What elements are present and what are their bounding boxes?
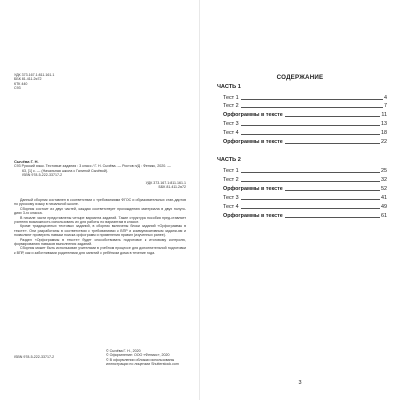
toc-entry[interactable] xyxy=(223,176,387,183)
toc-entry-page: 11 xyxy=(381,112,387,118)
toc-leader-line xyxy=(241,107,383,108)
author-name: Сычёва Г. Н. xyxy=(14,159,39,164)
toc-entry-label: Орфограммы в тексте xyxy=(223,112,283,118)
toc-entry-page: 52 xyxy=(381,186,387,192)
abstract-paragraph: Сборник состоит из двух частей, каждая соответствует прохождению материала в двух полуго-диях 3-го класса. xyxy=(14,206,186,216)
toc-entry[interactable] xyxy=(223,102,387,109)
abstract-paragraph: В начале части представлены четыре варианта заданий. Такие структура пособия пред-ставляет учителю возможность использовать их для работы по вариантам в классе. xyxy=(14,215,186,225)
toc-leader-line xyxy=(241,208,380,209)
toc-leader-line xyxy=(241,172,380,173)
index-code: ББК 81.411.2я72 xyxy=(158,185,186,190)
copyright-line: © В оформлении обложки использованы xyxy=(106,357,175,362)
copyright-block xyxy=(106,349,196,367)
toc-entry[interactable] xyxy=(223,212,387,219)
bibliographic-line: 63, [1] с. — (Начальная школа с Галиной Сычёвой). xyxy=(22,168,109,173)
toc-entry-label: Тест 3 xyxy=(223,195,239,201)
abstract-paragraph: Данный сборник составлен в соответствии с требованиями ФГОС и образовательных стан-дартов по русскому языку в начальной школе. xyxy=(14,198,186,207)
toc-entry[interactable] xyxy=(223,167,387,174)
abstract-paragraph: Сборник может быть использован учителями в учебном процессе для дополнительной подготовки к ВПР, как и заботливыми родителями для занятий с ребёнком дома в течение года. xyxy=(14,246,186,255)
toc-entry-page: 49 xyxy=(381,204,387,210)
copyright-line: иллюстрации по лицензии Shutterstock.com xyxy=(106,362,179,367)
toc-entry-label: Тест 4 xyxy=(223,130,239,136)
toc-entry[interactable] xyxy=(223,111,387,118)
toc-entry-page: 7 xyxy=(384,103,387,109)
toc-leader-line xyxy=(285,190,380,191)
bibliographic-line: С93 Русский язык. Тестовые задания : 3 класс / Г. Н. Сычёва. — Ростов н/Д : Феникс, 2020. — xyxy=(14,164,171,169)
toc-leader-line xyxy=(241,99,383,100)
toc-entry-label: Тест 2 xyxy=(223,103,239,109)
toc-part-1-heading: ЧАСТЬ 1 xyxy=(217,84,241,90)
toc-entry-page: 32 xyxy=(381,177,387,183)
isbn-bottom: ISBN 978-5-222-33717-2 xyxy=(14,355,55,359)
toc-entry[interactable] xyxy=(223,129,387,136)
toc-entry[interactable] xyxy=(223,94,387,101)
toc-entry-page: 4 xyxy=(384,95,387,101)
toc-leader-line xyxy=(241,134,380,135)
bibliographic-record xyxy=(14,160,186,189)
toc-entry-page: 13 xyxy=(381,121,387,127)
toc-entry-label: Орфограммы в тексте xyxy=(223,186,283,192)
page-number: 3 xyxy=(298,380,302,386)
toc-entry-label: Орфограммы в тексте xyxy=(223,139,283,145)
copyright-line: © Оформление: ООО «Феникс», 2020 xyxy=(106,353,170,358)
toc-leader-line xyxy=(241,125,380,126)
toc-entry-label: Тест 1 xyxy=(223,168,239,174)
toc-entry-label: Тест 3 xyxy=(223,121,239,127)
index-code: ББК 81.411.2я72 xyxy=(14,77,42,82)
toc-leader-line xyxy=(241,199,380,200)
toc-entry[interactable] xyxy=(223,185,387,192)
toc-entry-page: 61 xyxy=(381,213,387,219)
index-code: КТК 440 xyxy=(14,81,28,86)
toc-leader-line xyxy=(285,217,380,218)
toc-entry-page: 18 xyxy=(381,130,387,136)
toc-entry-page: 22 xyxy=(381,139,387,145)
toc-entry-label: Орфограммы в тексте xyxy=(223,213,283,219)
toc-entry[interactable] xyxy=(223,194,387,201)
toc-title: СОДЕРЖАНИЕ xyxy=(276,74,324,81)
toc-entry-label: Тест 4 xyxy=(223,204,239,210)
toc-entry-label: Тест 1 xyxy=(223,95,239,101)
copyright-line: © Сычёва Г. Н., 2020 xyxy=(106,349,141,353)
toc-entry-page: 25 xyxy=(381,168,387,174)
index-code: УДК 373.167.1:811.161.1 xyxy=(14,73,55,77)
abstract-paragraph: Раздел «Орфограммы в тексте» будет способствовать подготовке к итоговому контролю, формированию навыков выполнения заданий. xyxy=(14,237,186,247)
toc-entry[interactable] xyxy=(223,120,387,127)
toc-leader-line xyxy=(285,143,380,144)
toc-part-2-heading: ЧАСТЬ 2 xyxy=(217,157,241,163)
toc-entry[interactable] xyxy=(223,138,387,145)
toc-entry[interactable] xyxy=(223,203,387,210)
toc-leader-line xyxy=(285,116,381,117)
index-code: С93 xyxy=(14,86,21,91)
toc-entry-label: Тест 2 xyxy=(223,177,239,183)
toc-leader-line xyxy=(241,181,380,182)
isbn-line: ISBN 978-5-222-33717-2 xyxy=(22,173,63,178)
abstract xyxy=(14,198,186,255)
index-codes xyxy=(14,73,94,91)
abstract-paragraph: Кроме традиционных тестовых заданий, в сборник включены блоки заданий «Орфограммы в тексте». Они разработаны в соответствии с требованиями к ВПР и коммуникативным задани-ям и позволяют проверить навыки поиска орфограмм и применения правил (изученных ранее). xyxy=(14,224,186,238)
index-code: УДК 373.167.1:811.161.1 xyxy=(145,180,186,185)
toc-entry-page: 41 xyxy=(381,195,387,201)
index-codes-right xyxy=(14,181,186,190)
